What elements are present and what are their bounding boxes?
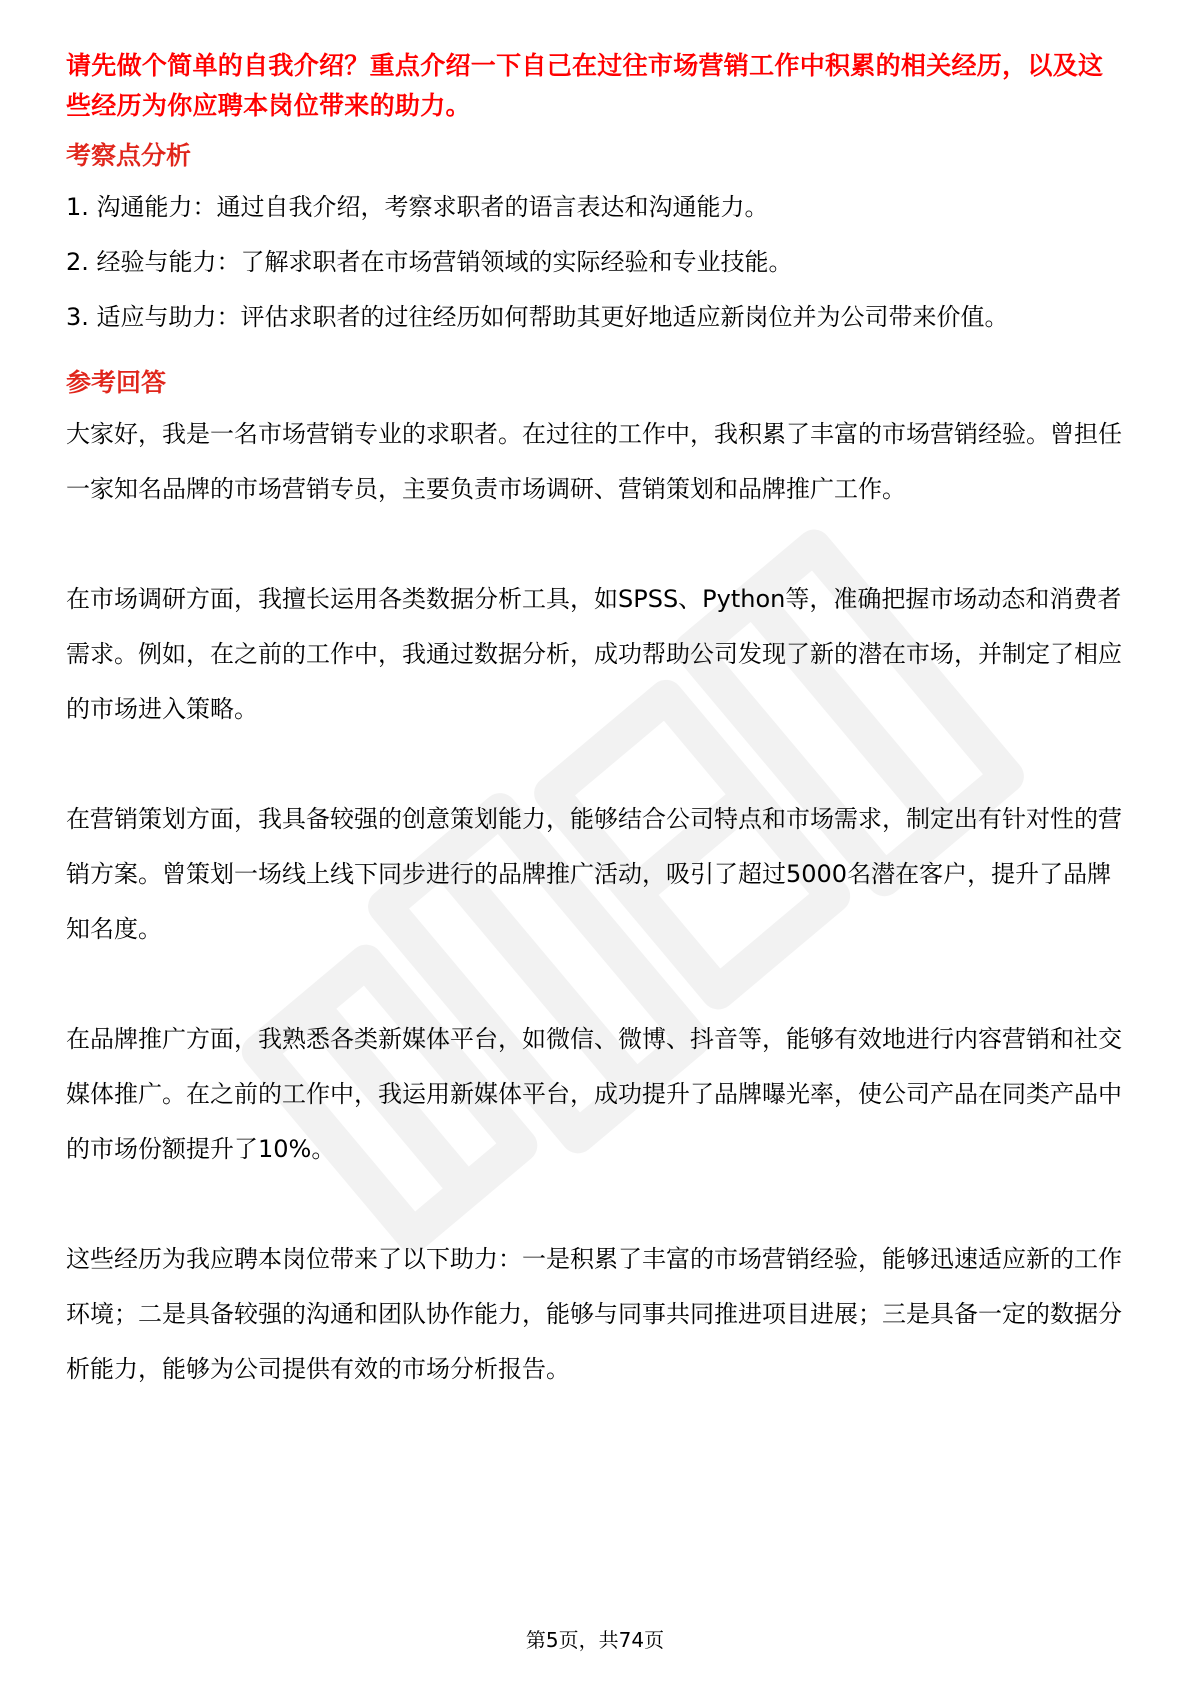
answer-paragraph: 在营销策划方面，我具备较强的创意策划能力，能够结合公司特点和市场需求，制定出有针对性的营销方案。曾策划一场线上线下同步进行的品牌推广活动，吸引了超过5000名潜在客户，提升了品牌知名度。 — [66, 805, 1122, 943]
question-text: 请先做个简单的自我介绍？重点介绍一下自己在过往市场营销工作中积累的相关经历，以及这些经历为你应聘本岗位带来的助力。 — [66, 51, 1104, 120]
analysis-point: 3. 适应与助力：评估求职者的过往经历如何帮助其更好地适应新岗位并为公司带来价值。 — [66, 303, 1009, 331]
answer-paragraph: 在市场调研方面，我擅长运用各类数据分析工具，如SPSS、Python等，准确把握市场动态和消费者需求。例如，在之前的工作中，我通过数据分析，成功帮助公司发现了新的潜在市场，并制定了相应的市场进入策略。 — [66, 585, 1122, 723]
analysis-point: 2. 经验与能力：了解求职者在市场营销领域的实际经验和专业技能。 — [66, 248, 793, 276]
document-page — [66, 46, 1126, 1397]
answer-heading: 参考回答 — [66, 368, 167, 397]
answer-paragraph: 在品牌推广方面，我熟悉各类新媒体平台，如微信、微博、抖音等，能够有效地进行内容营销和社交媒体推广。在之前的工作中，我运用新媒体平台，成功提升了品牌曝光率，使公司产品在同类产品中的市场份额提升了10%。 — [66, 1025, 1122, 1163]
answer-paragraph: 大家好，我是一名市场营销专业的求职者。在过往的工作中，我积累了丰富的市场营销经验。曾担任一家知名品牌的市场营销专员，主要负责市场调研、营销策划和品牌推广工作。 — [66, 420, 1122, 503]
page-number: 第5页，共74页 — [525, 1628, 665, 1652]
analysis-heading: 考察点分析 — [66, 141, 192, 170]
analysis-point: 1. 沟通能力：通过自我介绍，考察求职者的语言表达和沟通能力。 — [66, 193, 769, 221]
answer-paragraph: 这些经历为我应聘本岗位带来了以下助力：一是积累了丰富的市场营销经验，能够迅速适应新的工作环境；二是具备较强的沟通和团队协作能力，能够与同事共同推进项目进展；三是具备一定的数据分析能力，能够为公司提供有效的市场分析报告。 — [66, 1245, 1122, 1383]
